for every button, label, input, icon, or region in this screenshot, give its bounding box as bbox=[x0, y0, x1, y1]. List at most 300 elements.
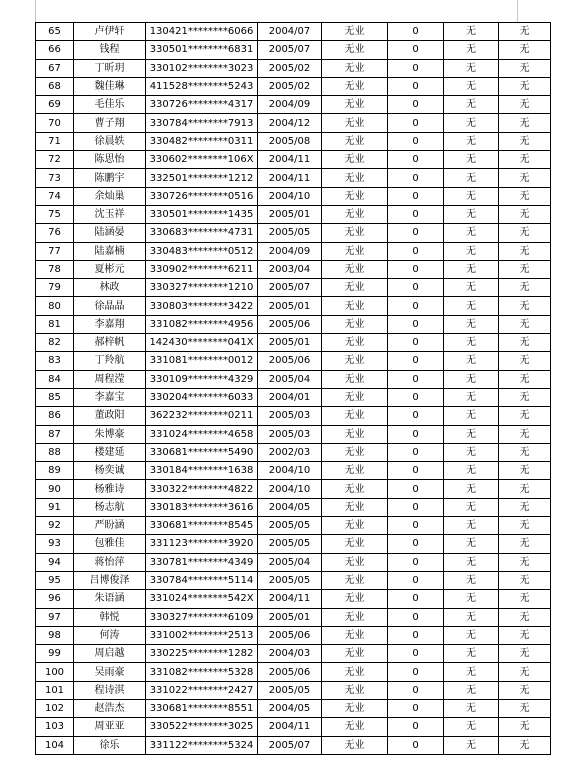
count-cell: 0 bbox=[388, 681, 444, 699]
birth-date-cell: 2005/06 bbox=[258, 626, 322, 644]
table-row bbox=[36, 169, 551, 187]
count-cell: 0 bbox=[388, 352, 444, 370]
table-row bbox=[36, 334, 551, 352]
name-cell: 杨志航 bbox=[74, 498, 146, 516]
name-cell: 钱程 bbox=[74, 41, 146, 59]
employment-status-cell: 无业 bbox=[322, 462, 388, 480]
flag-cell-2: 无 bbox=[499, 41, 551, 59]
count-cell: 0 bbox=[388, 425, 444, 443]
id-number-cell: 330204********6033 bbox=[146, 388, 258, 406]
row-index-cell: 83 bbox=[36, 352, 74, 370]
table-row bbox=[36, 663, 551, 681]
count-cell: 0 bbox=[388, 279, 444, 297]
birth-date-cell: 2005/07 bbox=[258, 279, 322, 297]
name-cell: 韩悦 bbox=[74, 608, 146, 626]
count-cell: 0 bbox=[388, 462, 444, 480]
flag-cell-2: 无 bbox=[499, 681, 551, 699]
name-cell: 周启越 bbox=[74, 645, 146, 663]
row-index-cell: 79 bbox=[36, 279, 74, 297]
name-cell: 陆嘉楠 bbox=[74, 242, 146, 260]
count-cell: 0 bbox=[388, 77, 444, 95]
count-cell: 0 bbox=[388, 626, 444, 644]
name-cell: 何涛 bbox=[74, 626, 146, 644]
flag-cell-1: 无 bbox=[444, 352, 499, 370]
flag-cell-1: 无 bbox=[444, 77, 499, 95]
table-row bbox=[36, 498, 551, 516]
name-cell: 陆涵晏 bbox=[74, 224, 146, 242]
employment-status-cell: 无业 bbox=[322, 96, 388, 114]
flag-cell-1: 无 bbox=[444, 315, 499, 333]
flag-cell-2: 无 bbox=[499, 498, 551, 516]
flag-cell-1: 无 bbox=[444, 699, 499, 717]
id-number-cell: 330902********6211 bbox=[146, 260, 258, 278]
row-index-cell: 102 bbox=[36, 699, 74, 717]
name-cell: 徐乐 bbox=[74, 736, 146, 754]
row-index-cell: 75 bbox=[36, 205, 74, 223]
name-cell: 周程滢 bbox=[74, 370, 146, 388]
employment-status-cell: 无业 bbox=[322, 59, 388, 77]
table-row bbox=[36, 462, 551, 480]
birth-date-cell: 2004/11 bbox=[258, 169, 322, 187]
birth-date-cell: 2005/01 bbox=[258, 334, 322, 352]
id-number-cell: 331122********5324 bbox=[146, 736, 258, 754]
row-index-cell: 99 bbox=[36, 645, 74, 663]
row-index-cell: 72 bbox=[36, 151, 74, 169]
flag-cell-2: 无 bbox=[499, 205, 551, 223]
birth-date-cell: 2005/07 bbox=[258, 41, 322, 59]
flag-cell-1: 无 bbox=[444, 571, 499, 589]
table-row bbox=[36, 59, 551, 77]
count-cell: 0 bbox=[388, 553, 444, 571]
name-cell: 周亚亚 bbox=[74, 718, 146, 736]
table-row bbox=[36, 132, 551, 150]
flag-cell-1: 无 bbox=[444, 663, 499, 681]
birth-date-cell: 2003/04 bbox=[258, 260, 322, 278]
roster-table-body bbox=[36, 23, 551, 755]
row-index-cell: 74 bbox=[36, 187, 74, 205]
flag-cell-2: 无 bbox=[499, 23, 551, 41]
count-cell: 0 bbox=[388, 334, 444, 352]
id-number-cell: 330184********1638 bbox=[146, 462, 258, 480]
row-index-cell: 68 bbox=[36, 77, 74, 95]
employment-status-cell: 无业 bbox=[322, 352, 388, 370]
employment-status-cell: 无业 bbox=[322, 388, 388, 406]
row-index-cell: 76 bbox=[36, 224, 74, 242]
employment-status-cell: 无业 bbox=[322, 23, 388, 41]
row-index-cell: 73 bbox=[36, 169, 74, 187]
count-cell: 0 bbox=[388, 169, 444, 187]
employment-status-cell: 无业 bbox=[322, 260, 388, 278]
count-cell: 0 bbox=[388, 151, 444, 169]
id-number-cell: 330483********0512 bbox=[146, 242, 258, 260]
flag-cell-1: 无 bbox=[444, 608, 499, 626]
name-cell: 董政阳 bbox=[74, 407, 146, 425]
name-cell: 朱博豪 bbox=[74, 425, 146, 443]
row-index-cell: 67 bbox=[36, 59, 74, 77]
row-index-cell: 81 bbox=[36, 315, 74, 333]
count-cell: 0 bbox=[388, 297, 444, 315]
roster-table bbox=[35, 22, 551, 755]
row-index-cell: 85 bbox=[36, 388, 74, 406]
birth-date-cell: 2005/05 bbox=[258, 517, 322, 535]
count-cell: 0 bbox=[388, 517, 444, 535]
employment-status-cell: 无业 bbox=[322, 718, 388, 736]
employment-status-cell: 无业 bbox=[322, 297, 388, 315]
name-cell: 李嘉翔 bbox=[74, 315, 146, 333]
count-cell: 0 bbox=[388, 96, 444, 114]
flag-cell-2: 无 bbox=[499, 736, 551, 754]
table-row bbox=[36, 187, 551, 205]
employment-status-cell: 无业 bbox=[322, 77, 388, 95]
birth-date-cell: 2004/09 bbox=[258, 242, 322, 260]
employment-status-cell: 无业 bbox=[322, 169, 388, 187]
birth-date-cell: 2004/10 bbox=[258, 462, 322, 480]
flag-cell-1: 无 bbox=[444, 443, 499, 461]
id-number-cell: 331081********0012 bbox=[146, 352, 258, 370]
flag-cell-1: 无 bbox=[444, 407, 499, 425]
name-cell: 严盼涵 bbox=[74, 517, 146, 535]
employment-status-cell: 无业 bbox=[322, 132, 388, 150]
count-cell: 0 bbox=[388, 388, 444, 406]
row-index-cell: 70 bbox=[36, 114, 74, 132]
table-row bbox=[36, 96, 551, 114]
row-index-cell: 100 bbox=[36, 663, 74, 681]
employment-status-cell: 无业 bbox=[322, 315, 388, 333]
flag-cell-2: 无 bbox=[499, 260, 551, 278]
name-cell: 吕博俊泽 bbox=[74, 571, 146, 589]
table-row bbox=[36, 699, 551, 717]
count-cell: 0 bbox=[388, 224, 444, 242]
employment-status-cell: 无业 bbox=[322, 205, 388, 223]
employment-status-cell: 无业 bbox=[322, 571, 388, 589]
id-number-cell: 330602********106X bbox=[146, 151, 258, 169]
table-row bbox=[36, 608, 551, 626]
flag-cell-1: 无 bbox=[444, 370, 499, 388]
id-number-cell: 330681********8545 bbox=[146, 517, 258, 535]
row-index-cell: 78 bbox=[36, 260, 74, 278]
birth-date-cell: 2005/06 bbox=[258, 663, 322, 681]
birth-date-cell: 2005/05 bbox=[258, 224, 322, 242]
flag-cell-2: 无 bbox=[499, 443, 551, 461]
id-number-cell: 330109********4329 bbox=[146, 370, 258, 388]
employment-status-cell: 无业 bbox=[322, 736, 388, 754]
count-cell: 0 bbox=[388, 608, 444, 626]
id-number-cell: 331022********2427 bbox=[146, 681, 258, 699]
birth-date-cell: 2005/07 bbox=[258, 736, 322, 754]
name-cell: 陈鹏宇 bbox=[74, 169, 146, 187]
count-cell: 0 bbox=[388, 370, 444, 388]
id-number-cell: 330183********3616 bbox=[146, 498, 258, 516]
flag-cell-1: 无 bbox=[444, 553, 499, 571]
count-cell: 0 bbox=[388, 114, 444, 132]
flag-cell-2: 无 bbox=[499, 699, 551, 717]
flag-cell-2: 无 bbox=[499, 334, 551, 352]
birth-date-cell: 2005/01 bbox=[258, 205, 322, 223]
flag-cell-2: 无 bbox=[499, 407, 551, 425]
count-cell: 0 bbox=[388, 571, 444, 589]
id-number-cell: 330726********4317 bbox=[146, 96, 258, 114]
table-row bbox=[36, 553, 551, 571]
birth-date-cell: 2005/04 bbox=[258, 370, 322, 388]
birth-date-cell: 2005/02 bbox=[258, 59, 322, 77]
flag-cell-2: 无 bbox=[499, 425, 551, 443]
table-row bbox=[36, 480, 551, 498]
id-number-cell: 142430********041X bbox=[146, 334, 258, 352]
id-number-cell: 331123********3920 bbox=[146, 535, 258, 553]
flag-cell-1: 无 bbox=[444, 718, 499, 736]
birth-date-cell: 2005/06 bbox=[258, 352, 322, 370]
id-number-cell: 330784********5114 bbox=[146, 571, 258, 589]
flag-cell-2: 无 bbox=[499, 297, 551, 315]
birth-date-cell: 2005/04 bbox=[258, 553, 322, 571]
row-index-cell: 69 bbox=[36, 96, 74, 114]
birth-date-cell: 2005/03 bbox=[258, 425, 322, 443]
id-number-cell: 331002********2513 bbox=[146, 626, 258, 644]
row-index-cell: 77 bbox=[36, 242, 74, 260]
id-number-cell: 362232********0211 bbox=[146, 407, 258, 425]
flag-cell-1: 无 bbox=[444, 41, 499, 59]
birth-date-cell: 2005/01 bbox=[258, 608, 322, 626]
flag-cell-1: 无 bbox=[444, 260, 499, 278]
employment-status-cell: 无业 bbox=[322, 517, 388, 535]
flag-cell-2: 无 bbox=[499, 187, 551, 205]
count-cell: 0 bbox=[388, 59, 444, 77]
count-cell: 0 bbox=[388, 736, 444, 754]
flag-cell-2: 无 bbox=[499, 517, 551, 535]
id-number-cell: 330803********3422 bbox=[146, 297, 258, 315]
table-row bbox=[36, 736, 551, 754]
id-number-cell: 330681********8551 bbox=[146, 699, 258, 717]
name-cell: 徐晨轶 bbox=[74, 132, 146, 150]
flag-cell-2: 无 bbox=[499, 608, 551, 626]
birth-date-cell: 2002/03 bbox=[258, 443, 322, 461]
table-row bbox=[36, 590, 551, 608]
row-index-cell: 86 bbox=[36, 407, 74, 425]
flag-cell-2: 无 bbox=[499, 571, 551, 589]
employment-status-cell: 无业 bbox=[322, 41, 388, 59]
table-row bbox=[36, 224, 551, 242]
employment-status-cell: 无业 bbox=[322, 699, 388, 717]
flag-cell-2: 无 bbox=[499, 352, 551, 370]
count-cell: 0 bbox=[388, 443, 444, 461]
flag-cell-1: 无 bbox=[444, 59, 499, 77]
flag-cell-1: 无 bbox=[444, 224, 499, 242]
birth-date-cell: 2005/01 bbox=[258, 297, 322, 315]
name-cell: 魏佳琳 bbox=[74, 77, 146, 95]
birth-date-cell: 2004/10 bbox=[258, 187, 322, 205]
name-cell: 夏彬元 bbox=[74, 260, 146, 278]
id-number-cell: 411528********5243 bbox=[146, 77, 258, 95]
employment-status-cell: 无业 bbox=[322, 535, 388, 553]
table-row bbox=[36, 151, 551, 169]
flag-cell-1: 无 bbox=[444, 279, 499, 297]
table-row bbox=[36, 260, 551, 278]
count-cell: 0 bbox=[388, 260, 444, 278]
flag-cell-1: 无 bbox=[444, 590, 499, 608]
row-index-cell: 93 bbox=[36, 535, 74, 553]
table-row bbox=[36, 571, 551, 589]
count-cell: 0 bbox=[388, 535, 444, 553]
flag-cell-2: 无 bbox=[499, 169, 551, 187]
id-number-cell: 330781********4349 bbox=[146, 553, 258, 571]
id-number-cell: 330225********1282 bbox=[146, 645, 258, 663]
flag-cell-1: 无 bbox=[444, 96, 499, 114]
id-number-cell: 330683********4731 bbox=[146, 224, 258, 242]
table-row bbox=[36, 242, 551, 260]
employment-status-cell: 无业 bbox=[322, 480, 388, 498]
count-cell: 0 bbox=[388, 132, 444, 150]
table-row bbox=[36, 205, 551, 223]
flag-cell-2: 无 bbox=[499, 59, 551, 77]
birth-date-cell: 2004/11 bbox=[258, 718, 322, 736]
row-index-cell: 97 bbox=[36, 608, 74, 626]
row-index-cell: 96 bbox=[36, 590, 74, 608]
flag-cell-2: 无 bbox=[499, 114, 551, 132]
row-index-cell: 91 bbox=[36, 498, 74, 516]
employment-status-cell: 无业 bbox=[322, 242, 388, 260]
flag-cell-1: 无 bbox=[444, 645, 499, 663]
row-index-cell: 84 bbox=[36, 370, 74, 388]
table-row bbox=[36, 626, 551, 644]
name-cell: 朱语涵 bbox=[74, 590, 146, 608]
count-cell: 0 bbox=[388, 699, 444, 717]
name-cell: 赵浩杰 bbox=[74, 699, 146, 717]
name-cell: 蒋怡萍 bbox=[74, 553, 146, 571]
employment-status-cell: 无业 bbox=[322, 114, 388, 132]
name-cell: 李嘉宝 bbox=[74, 388, 146, 406]
flag-cell-1: 无 bbox=[444, 334, 499, 352]
table-row bbox=[36, 77, 551, 95]
row-index-cell: 65 bbox=[36, 23, 74, 41]
employment-status-cell: 无业 bbox=[322, 681, 388, 699]
employment-status-cell: 无业 bbox=[322, 187, 388, 205]
page-margin-guide-left bbox=[35, 0, 36, 22]
flag-cell-1: 无 bbox=[444, 626, 499, 644]
count-cell: 0 bbox=[388, 187, 444, 205]
name-cell: 郝梓帆 bbox=[74, 334, 146, 352]
table-row bbox=[36, 443, 551, 461]
employment-status-cell: 无业 bbox=[322, 407, 388, 425]
table-row bbox=[36, 388, 551, 406]
name-cell: 余灿巢 bbox=[74, 187, 146, 205]
birth-date-cell: 2004/07 bbox=[258, 23, 322, 41]
name-cell: 吴雨豪 bbox=[74, 663, 146, 681]
row-index-cell: 98 bbox=[36, 626, 74, 644]
table-row bbox=[36, 407, 551, 425]
flag-cell-1: 无 bbox=[444, 114, 499, 132]
flag-cell-2: 无 bbox=[499, 77, 551, 95]
row-index-cell: 104 bbox=[36, 736, 74, 754]
employment-status-cell: 无业 bbox=[322, 334, 388, 352]
flag-cell-2: 无 bbox=[499, 462, 551, 480]
employment-status-cell: 无业 bbox=[322, 279, 388, 297]
flag-cell-2: 无 bbox=[499, 132, 551, 150]
flag-cell-2: 无 bbox=[499, 279, 551, 297]
employment-status-cell: 无业 bbox=[322, 498, 388, 516]
birth-date-cell: 2004/01 bbox=[258, 388, 322, 406]
flag-cell-2: 无 bbox=[499, 535, 551, 553]
name-cell: 楼建延 bbox=[74, 443, 146, 461]
birth-date-cell: 2005/02 bbox=[258, 77, 322, 95]
id-number-cell: 330102********3023 bbox=[146, 59, 258, 77]
birth-date-cell: 2004/11 bbox=[258, 590, 322, 608]
row-index-cell: 94 bbox=[36, 553, 74, 571]
employment-status-cell: 无业 bbox=[322, 663, 388, 681]
flag-cell-2: 无 bbox=[499, 315, 551, 333]
id-number-cell: 330327********1210 bbox=[146, 279, 258, 297]
count-cell: 0 bbox=[388, 663, 444, 681]
id-number-cell: 330501********1435 bbox=[146, 205, 258, 223]
birth-date-cell: 2004/10 bbox=[258, 480, 322, 498]
id-number-cell: 330522********3025 bbox=[146, 718, 258, 736]
birth-date-cell: 2005/05 bbox=[258, 681, 322, 699]
id-number-cell: 330501********6831 bbox=[146, 41, 258, 59]
id-number-cell: 331082********5328 bbox=[146, 663, 258, 681]
table-row bbox=[36, 297, 551, 315]
name-cell: 杨奕诚 bbox=[74, 462, 146, 480]
birth-date-cell: 2004/11 bbox=[258, 151, 322, 169]
birth-date-cell: 2005/08 bbox=[258, 132, 322, 150]
count-cell: 0 bbox=[388, 407, 444, 425]
birth-date-cell: 2004/12 bbox=[258, 114, 322, 132]
flag-cell-1: 无 bbox=[444, 535, 499, 553]
count-cell: 0 bbox=[388, 315, 444, 333]
employment-status-cell: 无业 bbox=[322, 425, 388, 443]
row-index-cell: 92 bbox=[36, 517, 74, 535]
id-number-cell: 330784********7913 bbox=[146, 114, 258, 132]
employment-status-cell: 无业 bbox=[322, 645, 388, 663]
employment-status-cell: 无业 bbox=[322, 626, 388, 644]
flag-cell-2: 无 bbox=[499, 718, 551, 736]
flag-cell-1: 无 bbox=[444, 187, 499, 205]
row-index-cell: 90 bbox=[36, 480, 74, 498]
flag-cell-2: 无 bbox=[499, 96, 551, 114]
flag-cell-1: 无 bbox=[444, 517, 499, 535]
flag-cell-2: 无 bbox=[499, 480, 551, 498]
row-index-cell: 101 bbox=[36, 681, 74, 699]
table-row bbox=[36, 352, 551, 370]
table-row bbox=[36, 718, 551, 736]
table-row bbox=[36, 23, 551, 41]
flag-cell-2: 无 bbox=[499, 626, 551, 644]
name-cell: 林政 bbox=[74, 279, 146, 297]
flag-cell-2: 无 bbox=[499, 663, 551, 681]
page-margin-guide-right bbox=[517, 0, 518, 22]
row-index-cell: 71 bbox=[36, 132, 74, 150]
count-cell: 0 bbox=[388, 41, 444, 59]
flag-cell-1: 无 bbox=[444, 242, 499, 260]
id-number-cell: 130421********6066 bbox=[146, 23, 258, 41]
count-cell: 0 bbox=[388, 718, 444, 736]
name-cell: 徐晶晶 bbox=[74, 297, 146, 315]
count-cell: 0 bbox=[388, 23, 444, 41]
employment-status-cell: 无业 bbox=[322, 443, 388, 461]
employment-status-cell: 无业 bbox=[322, 370, 388, 388]
flag-cell-1: 无 bbox=[444, 736, 499, 754]
flag-cell-1: 无 bbox=[444, 388, 499, 406]
employment-status-cell: 无业 bbox=[322, 151, 388, 169]
flag-cell-1: 无 bbox=[444, 681, 499, 699]
birth-date-cell: 2005/05 bbox=[258, 535, 322, 553]
flag-cell-1: 无 bbox=[444, 23, 499, 41]
flag-cell-2: 无 bbox=[499, 370, 551, 388]
employment-status-cell: 无业 bbox=[322, 224, 388, 242]
name-cell: 毛佳乐 bbox=[74, 96, 146, 114]
birth-date-cell: 2005/05 bbox=[258, 571, 322, 589]
name-cell: 杨雅诗 bbox=[74, 480, 146, 498]
row-index-cell: 87 bbox=[36, 425, 74, 443]
employment-status-cell: 无业 bbox=[322, 590, 388, 608]
